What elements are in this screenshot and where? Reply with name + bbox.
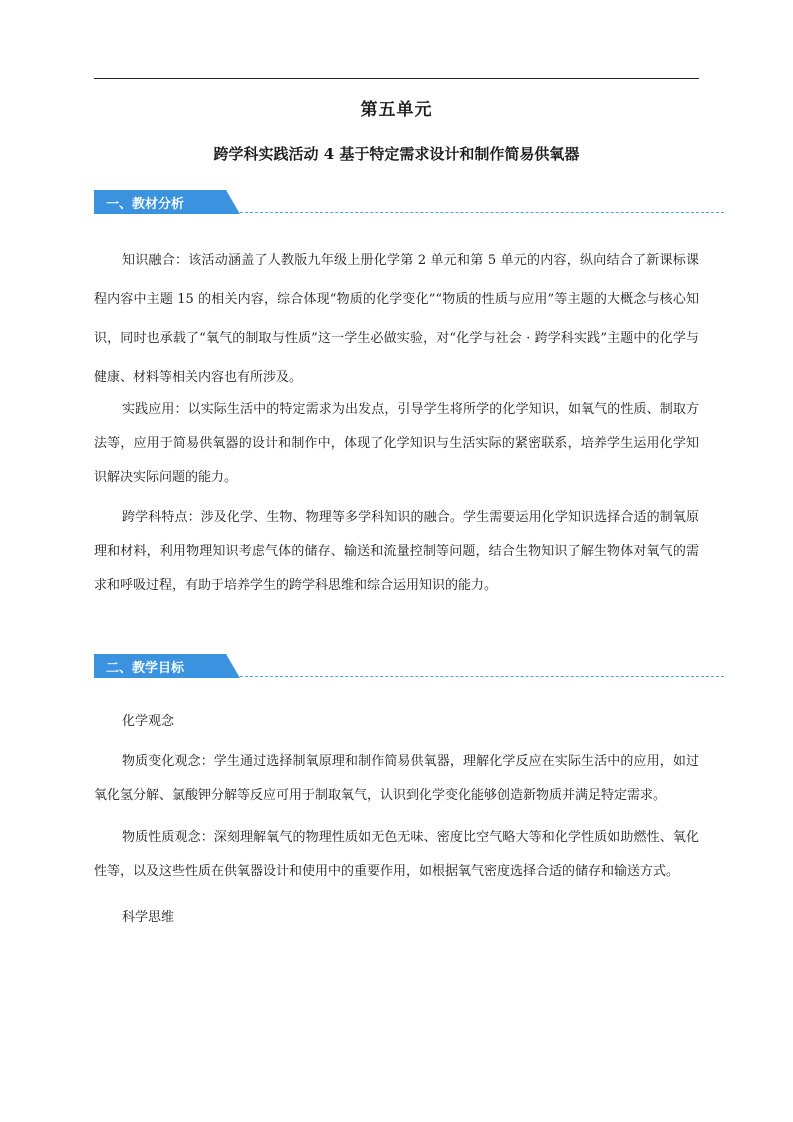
- section-label: 二、教学目标: [106, 661, 185, 676]
- section-header-goals: [94, 650, 734, 684]
- paragraph-subheading: 科学思维: [122, 910, 175, 925]
- paragraph: 实践应用：以实际生活中的特定需求为出发点，引导学生将所学的化学知识，如氧气的性质、制取方法等，应用于简易供氧器的设计和制作中，体现了化学知识与生活实际的紧密联系，培养学生运用化学知识解决实际问题的能力。: [94, 402, 699, 485]
- paragraph: 跨学科特点：涉及化学、生物、物理等多学科知识的融合。学生需要运用化学知识选择合适的制氧原理和材料，利用物理知识考虑气体的储存、输送和流量控制等问题，结合生物知识了解生物体对氧气的需求和呼吸过程，有助于培养学生的跨学科思维和综合运用知识的能力。: [94, 510, 699, 593]
- section-analysis-body: [94, 241, 699, 603]
- paragraph: 物质性质观念：深刻理解氧气的物理性质如无色无味、密度比空气略大等和化学性质如助燃性、氧化性等，以及这些性质在供氧器设计和使用中的重要作用，如根据氧气密度选择合适的储存和输送方式。: [94, 830, 699, 879]
- unit-title: 第五单元: [360, 100, 433, 120]
- section-label: 一、教材分析: [106, 197, 185, 212]
- section-goals-body: [94, 703, 699, 937]
- paragraph: 物质变化观念：学生通过选择制氧原理和制作简易供氧器，理解化学反应在实际生活中的应用，如过氧化氢分解、氯酸钾分解等反应可用于制取氧气，认识到化学变化能够创造新物质并满足特定需求。: [94, 754, 699, 803]
- header-rule: [94, 78, 699, 79]
- section-header-analysis: [94, 186, 734, 220]
- activity-title: 跨学科实践活动 4 基于特定需求设计和制作简易供氧器: [213, 145, 580, 163]
- paragraph-subheading: 化学观念: [122, 714, 175, 729]
- dashed-divider: [240, 676, 724, 677]
- dashed-divider: [240, 212, 724, 213]
- paragraph: 知识融合：该活动涵盖了人教版九年级上册化学第 2 单元和第 5 单元的内容，纵向结合了新课标课程内容中主题 15 的相关内容，综合体现“物质的化学变化”“物质的性质与应用”等主题的大概念与核心知识，同时也承载了“氧气的制取与性质”这一学生必做实验，对“化学与社会 · 跨学科实践”主题中的化学与健康、材料等相关内容也有所涉及。: [94, 253, 699, 385]
